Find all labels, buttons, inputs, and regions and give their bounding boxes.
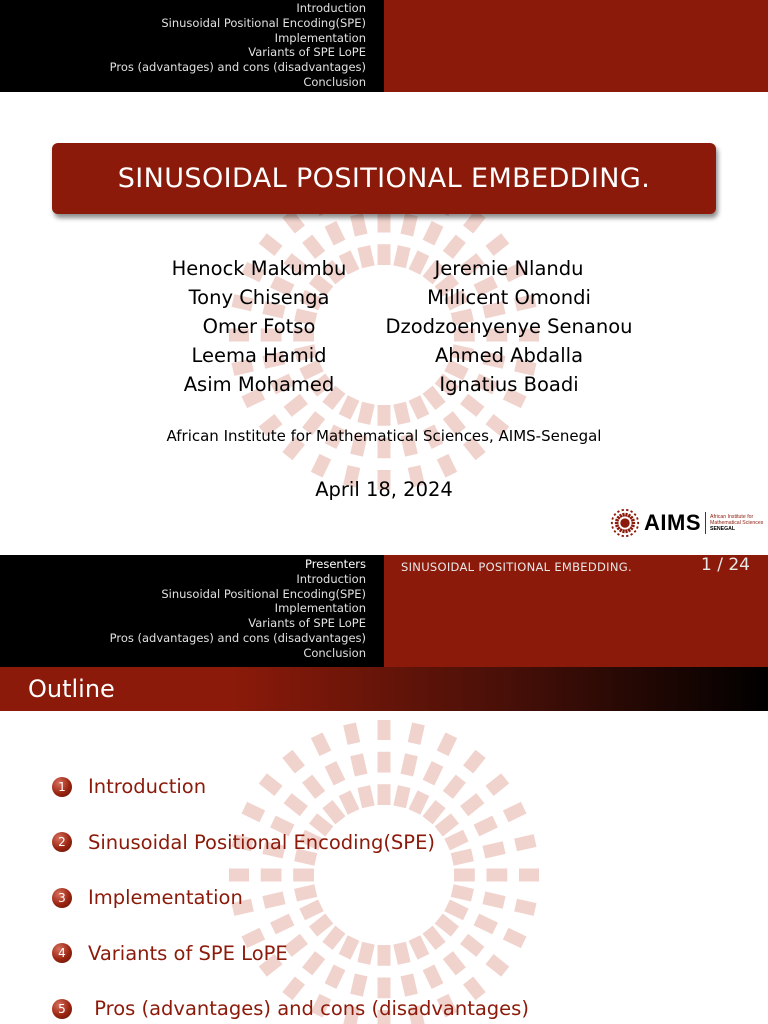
- author-name: Jeremie Nlandu: [434, 257, 584, 280]
- headline-bar: [0, 0, 768, 92]
- author-name: Ignatius Boadi: [439, 373, 579, 396]
- author-name: Leema Hamid: [191, 344, 327, 367]
- aims-sun-icon: [610, 508, 640, 538]
- sun-ray: [612, 525, 619, 528]
- presentation-date: April 18, 2024: [315, 478, 453, 501]
- author-name: Dzodzoenyenye Senanou: [385, 315, 633, 338]
- author-row: [0, 254, 768, 283]
- numbered-bullet: 5: [52, 999, 72, 1019]
- outline-item-introduction[interactable]: [52, 759, 529, 815]
- numbered-bullet: 4: [52, 943, 72, 963]
- logo-line: Mathematical Sciences: [710, 520, 764, 526]
- nav-link-conclusion[interactable]: Conclusion: [303, 645, 366, 660]
- sun-ray: [626, 509, 627, 516]
- nav-link-implementation[interactable]: Implementation: [274, 30, 366, 45]
- author-name: Omer Fotso: [202, 315, 316, 338]
- institute-name: African Institute for Mathematical Sciences, AIMS-Senegal: [166, 427, 602, 445]
- nav-link-variants[interactable]: Variants of SPE LoPE: [248, 45, 366, 60]
- outline-label: Sinusoidal Positional Encoding(SPE): [88, 830, 435, 854]
- headline-right-panel: [384, 555, 768, 667]
- headline-right-panel: [384, 0, 768, 92]
- outline-label: Pros (advantages) and cons (disadvantages): [88, 997, 529, 1021]
- sun-ray: [631, 518, 638, 521]
- nav-link-pros-cons[interactable]: Pros (advantages) and cons (disadvantages): [109, 60, 366, 75]
- outline-item-spe[interactable]: [52, 815, 529, 871]
- nav-link-spe[interactable]: Sinusoidal Positional Encoding(SPE): [161, 586, 366, 601]
- logo-wordmark: AIMS: [644, 510, 701, 535]
- logo-line: SENEGAL: [710, 526, 736, 532]
- author-name: Ahmed Abdalla: [434, 344, 584, 367]
- author-name: Henock Makumbu: [171, 257, 347, 280]
- outline-item-variants[interactable]: [52, 926, 529, 982]
- sun-core: [620, 518, 629, 527]
- logo-subtitle: [710, 514, 763, 532]
- nav-link-conclusion[interactable]: Conclusion: [303, 74, 366, 89]
- sun-ray: [631, 525, 638, 528]
- nav-link-variants[interactable]: Variants of SPE LoPE: [248, 616, 366, 631]
- outline-list: [52, 759, 529, 1024]
- section-navigation: [0, 0, 384, 92]
- nav-link-introduction[interactable]: Introduction: [296, 571, 366, 586]
- presentation-title: SINUSOIDAL POSITIONAL EMBEDDING.: [52, 143, 716, 214]
- outline-label: Implementation: [88, 886, 243, 910]
- author-row: [0, 341, 768, 370]
- sun-ray: [623, 529, 624, 536]
- frame-title: Outline: [0, 667, 768, 711]
- nav-link-presenters[interactable]: Presenters: [305, 557, 366, 571]
- numbered-bullet: 1: [52, 777, 72, 797]
- sun-ray: [612, 518, 619, 521]
- author-name: Asim Mohamed: [183, 373, 335, 396]
- nav-link-pros-cons[interactable]: Pros (advantages) and cons (disadvantages): [109, 630, 366, 645]
- outline-slide: [0, 555, 768, 1024]
- author-row: [0, 283, 768, 312]
- section-navigation: [0, 555, 384, 667]
- outline-item-implementation[interactable]: [52, 870, 529, 926]
- sun-ray: [626, 529, 627, 536]
- headline-bar: [0, 555, 768, 667]
- outline-label: Variants of SPE LoPE: [88, 941, 288, 965]
- author-row: [0, 312, 768, 341]
- author-list: [0, 254, 768, 399]
- author-name: Tony Chisenga: [188, 286, 330, 309]
- short-title: SINUSOIDAL POSITIONAL EMBEDDING.: [401, 560, 632, 574]
- outline-item-pros-cons[interactable]: [52, 981, 529, 1024]
- nav-link-implementation[interactable]: Implementation: [274, 601, 366, 616]
- author-name: Millicent Omondi: [427, 286, 591, 309]
- page-number: 1 / 24: [701, 555, 750, 575]
- numbered-bullet: 2: [52, 832, 72, 852]
- logo-line: African Institute for: [710, 514, 754, 520]
- author-row: [0, 370, 768, 399]
- nav-link-introduction[interactable]: Introduction: [296, 1, 366, 15]
- numbered-bullet: 3: [52, 888, 72, 908]
- aims-logo: [610, 505, 768, 541]
- logo-divider: [705, 512, 706, 534]
- sun-ray: [623, 509, 624, 516]
- nav-link-spe[interactable]: Sinusoidal Positional Encoding(SPE): [161, 15, 366, 30]
- outline-label: Introduction: [88, 775, 207, 799]
